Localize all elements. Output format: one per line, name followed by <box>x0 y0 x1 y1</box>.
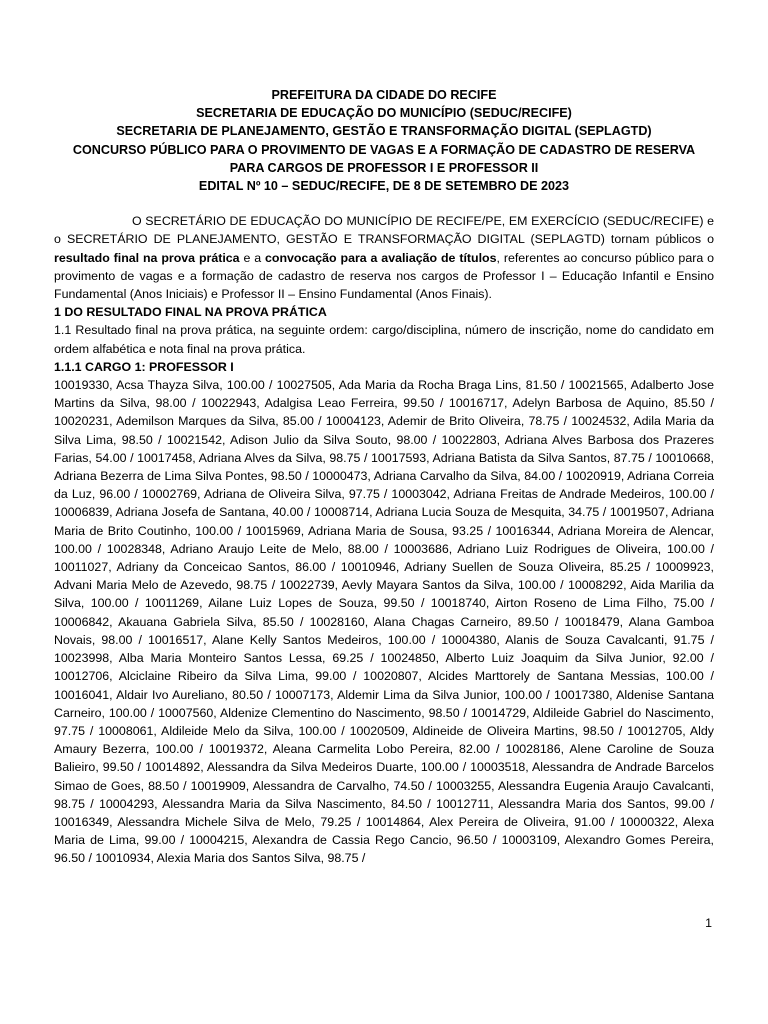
intro-text-1: O SECRETÁRIO DE EDUCAÇÃO DO MUNICÍPIO DE RECIFE/PE, EM EXERCÍCIO (SEDUC/RECIFE) e o SECRETÁRIO DE PLANEJAMENTO, GESTÃO E TRANSFORMAÇÃO DIGITAL (SEPLAGTD) tornam públicos o <box>54 214 714 247</box>
header-line-seduc: SECRETARIA DE EDUCAÇÃO DO MUNICÍPIO (SEDUC/RECIFE) <box>196 106 572 121</box>
candidate-list: 10019330, Acsa Thayza Silva, 100.00 / 10027505, Ada Maria da Rocha Braga Lins, 81.50 / 10021565, Adalberto Jose Martins da Silva, 98.00 / 10022943, Adalgisa Leao Ferreira, 99.50 / 10016717, Adelyn Barbosa de Aquino, 85.50 / 10020231, Ademilson Marques da Silva, 85.00 / 10004123, Ademir de Brito Oliveira, 78.75 / 10024532, Adila Maria da Silva Lima, 98.50 / 10021542, Adison Julio da Silva Souto, 98.00 / 10022803, Adriana Alves Barbosa dos Prazeres Farias, 54.00 / 10017458, Adriana Alves da Silva, 98.75 / 10017593, Adriana Batista da Silva Santos, 87.75 / 10010668, Adriana Bezerra de Lima Silva Pontes, 98.50 / 10000473, Adriana Carvalho da Silva, 84.00 / 10020919, Adriana Correia da Luz, 96.00 / 10002769, Adriana de Oliveira Silva, 97.75 / 10003042, Adriana Freitas de Andrade Medeiros, 100.00 / 10006839, Adriana Josefa de Santana, 40.00 / 10008714, Adriana Lucia Souza de Mesquita, 34.75 / 10019507, Adriana Maria de Brito Coutinho, 100.00 / 10015969, Adriana Maria de Sousa, 93.25 / 10016344, Adriana Moreira de Alencar, 100.00 / 10028348, Adriano Araujo Leite de Melo, 88.00 / 10003686, Adriano Luiz Rodrigues de Oliveira, 100.00 / 10011027, Adriany da Conceicao Santos, 86.00 / 10010946, Adriany Suellen de Souza Oliveira, 85.25 / 10009923, Advani Maria Melo de Azevedo, 98.75 / 10022739, Aevly Mayara Santos da Silva, 100.00 / 10008292, Aida Marilia da Silva, 100.00 / 10011269, Ailane Luiz Lopes de Souza, 99.50 / 10018740, Airton Roseno de Lima Filho, 75.00 / 10006842, Akauana Gabriela Silva, 85.50 / 10028160, Alana Chagas Carneiro, 89.50 / 10018479, Alana Gamboa Novais, 98.00 / 10016517, Alane Kelly Santos Medeiros, 100.00 / 10004380, Alanis de Souza Cavalcanti, 91.75 / 10023998, Alba Maria Monteiro Santos Lessa, 69.25 / 10024850, Alberto Luiz Joaquim da Silva Junior, 92.00 / 10012706, Alciclaine Ribeiro da Silva Lima, 99.00 / 10020807, Alcides Marttorely de Santana Messias, 100.00 / 10016041, Aldair Ivo Aureliano, 80.50 / 10007173, Aldemir Lima da Silva Junior, 100.00 / 10017380, Aldenise Santana Carneiro, 100.00 / 10007560, Aldenize Clementino do Nascimento, 98.50 / 10014729, Aldileide Gabriel do Nascimento, 97.75 / 10008061, Aldileide Melo da Silva, 100.00 / 10020509, Aldineide de Oliveira Martins, 98.50 / 10012705, Aldy Amaury Bezerra, 100.00 / 10019372, Aleana Carmelita Lobo Pereira, 82.00 / 10028186, Alene Caroline de Souza Balieiro, 99.50 / 10014892, Alessandra da Silva Medeiros Duarte, 100.00 / 10003518, Alessandra de Andrade Barcelos Simao de Goes, 88.50 / 10019909, Alessandra de Carvalho, 74.50 / 10003255, Alessandra Eugenia Araujo Cavalcanti, 98.75 / 10004293, Alessandra Maria da Silva Nascimento, 84.50 / 10012711, Alessandra Maria dos Santos, 99.00 / 10016349, Alessandra Michele Silva de Melo, 79.25 / 10014864, Alex Pereira de Oliveira, 91.00 / 10000322, Alexa Maria de Lima, 99.00 / 10004215, Alexandra de Cassia Rego Cancio, 96.50 / 10003109, Alexandro Gomes Pereira, 96.50 / 10010934, Alexia Maria dos Santos Silva, 98.75 / <box>54 378 714 866</box>
header-line-cargos: PARA CARGOS DE PROFESSOR I E PROFESSOR II <box>229 160 539 175</box>
intro-bold-convocacao: convocação para a avaliação de títulos <box>265 250 497 265</box>
page-number: 1 <box>705 916 712 930</box>
intro-bold-resultado: resultado final na prova prática <box>54 250 240 265</box>
header-line-seplagtd: SECRETARIA DE PLANEJAMENTO, GESTÃO E TRANSFORMAÇÃO DIGITAL (SEPLAGTD) <box>116 124 652 139</box>
section-item: 1.1 Resultado final na prova prática, na seguinte ordem: cargo/disciplina, número de inscrição, nome do candidato em ordem alfabética e nota final na prova prática. <box>54 323 714 356</box>
header-line-edital: EDITAL Nº 10 – SEDUC/RECIFE, DE 8 DE SETEMBRO DE 2023 <box>198 179 570 194</box>
section-title: 1 DO RESULTADO FINAL NA PROVA PRÁTICA <box>54 305 327 320</box>
header-line-concurso: CONCURSO PÚBLICO PARA O PROVIMENTO DE VAGAS E A FORMAÇÃO DE CADASTRO DE RESERVA <box>72 142 696 157</box>
document-header <box>54 86 714 195</box>
intro-text-3: , referentes ao concurso público para o provimento de vagas e a formação de cadastro de reserva nos cargos de Professor I – Educação Infantil e Ensino Fundamental (Anos Iniciais) e Professor II – Ensino Fundamental (Anos Finais). <box>54 250 714 302</box>
intro-paragraph <box>54 212 714 303</box>
header-line-prefeitura: PREFEITURA DA CIDADE DO RECIFE <box>271 88 497 102</box>
intro-text-2: e a <box>239 250 265 265</box>
document-page <box>54 86 714 868</box>
section-subtitle: 1.1.1 CARGO 1: PROFESSOR I <box>54 359 234 374</box>
